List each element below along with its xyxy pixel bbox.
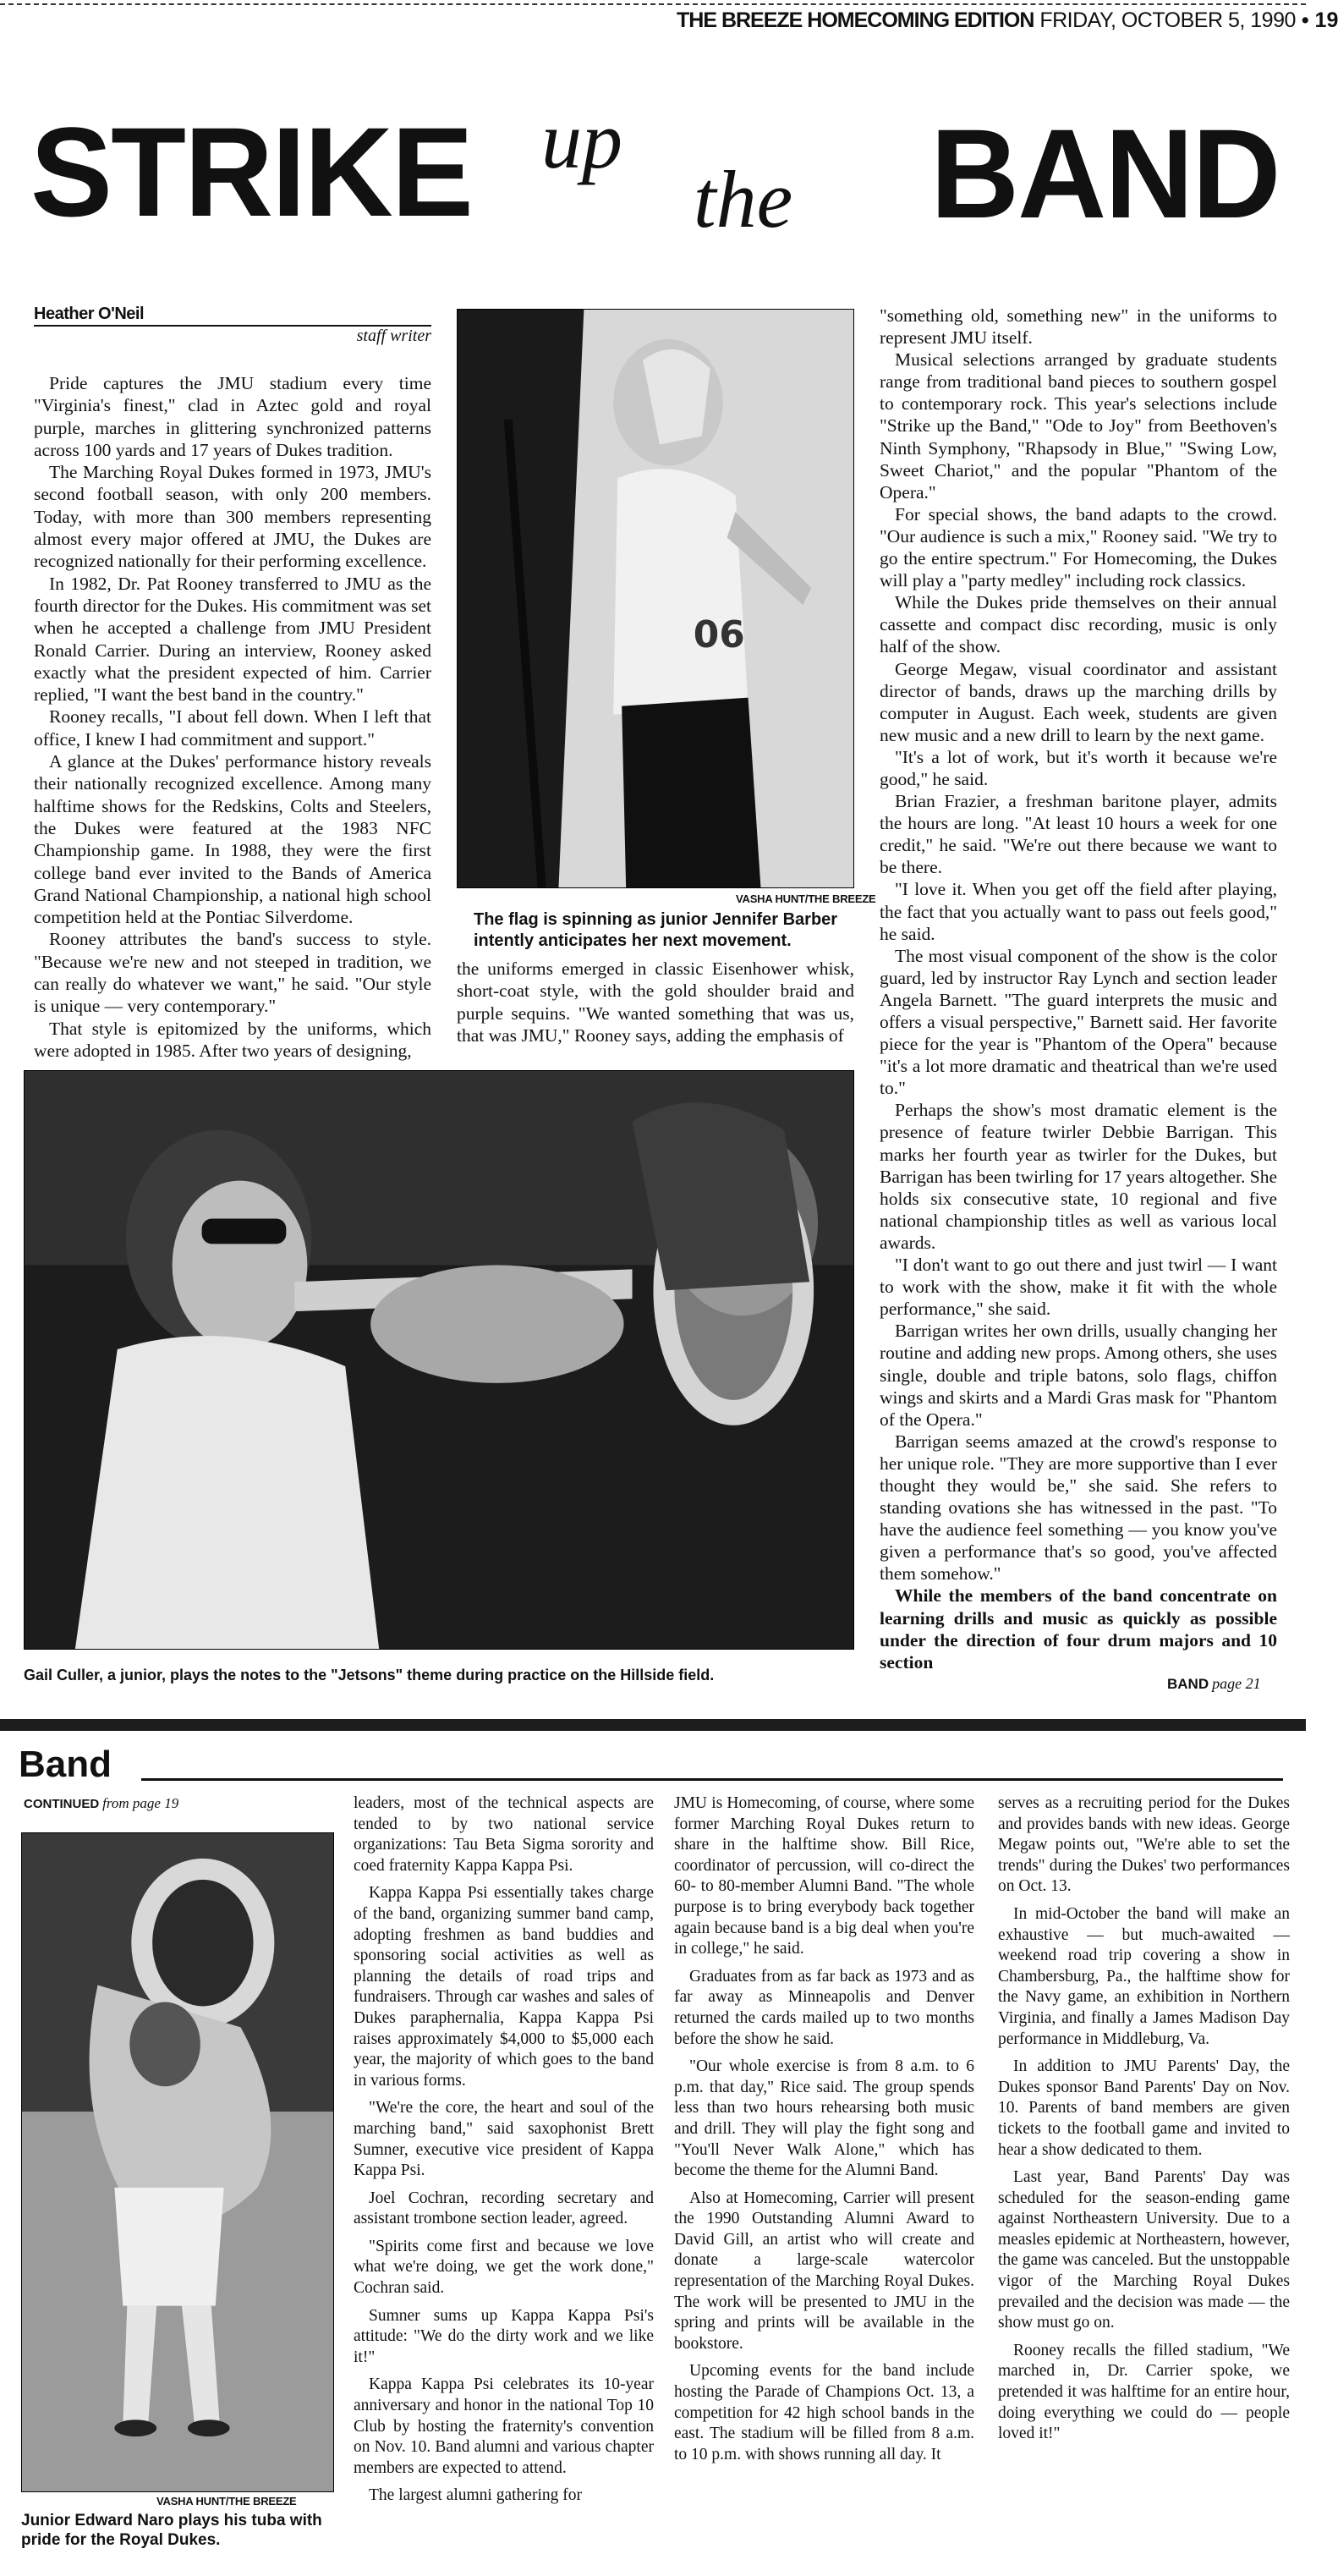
paragraph: Kappa Kappa Psi celebrates its 10-year anniversary and honor in the national Top 10 Club by hosting the fraternity's convention on Nov. 10. Band alumni and various chapter members are expected to attend.	[354, 2376, 654, 2477]
paragraph: Graduates from as far back as 1973 and as far away as Minneapolis and Denver returned the cards mailed up to two months before the show he said.	[674, 1967, 974, 2048]
photo-tuba-player	[21, 1832, 334, 2492]
headline-band: BAND	[930, 102, 1280, 244]
paragraph: "We're the core, the heart and soul of the marching band," said saxophonist Brett Sumner, executive vice president of Kappa Kappa Psi.	[354, 2099, 654, 2180]
continued-from: from page 19	[102, 1795, 179, 1811]
paragraph: "something old, something new" in the uniforms to represent JMU itself.	[880, 305, 1277, 349]
paragraph: While the Dukes pride themselves on their annual cassette and compact disc recording, music is only half of the show.	[880, 592, 1277, 657]
paragraph: "I don't want to go out there and just twirl — I want to work with the show, make it fit with the whole performance," she said.	[880, 1255, 1277, 1320]
edition-name: THE BREEZE HOMECOMING EDITION	[677, 8, 1034, 32]
paragraph: Pride captures the JMU stadium every time "Virginia's finest," clad in Aztec gold and royal purple, marches in glittering synchronized patterns across 100 yards and 17 years of Dukes tradition.	[34, 373, 431, 460]
photo1-caption: The flag is spinning as junior Jennifer Barber intently anticipates her next movement.	[474, 910, 838, 950]
article-column-3	[880, 305, 1277, 1672]
headline-up: up	[541, 95, 622, 185]
paragraph: The largest alumni gathering for	[369, 2486, 582, 2505]
bullet: •	[1301, 8, 1309, 32]
article-column-b	[674, 1793, 974, 2576]
paragraph: Last year, Band Parents' Day was scheduled for the season-ending game against Northeastern University. Due to a measles epidemic at Northeastern, however, the game was canceled. But the unstoppable vigor of the Marching Royal Dukes prevailed and the decision was made — the show must go on.	[998, 2168, 1290, 2332]
paragraph: Kappa Kappa Psi essentially takes charge of the band, organizing summer band camp, adopting freshmen as band buddies and sponsoring social activities as well as planning the details of road trips and fundraisers. Through car washes and sales of Dukes paraphernalia, Kappa Kappa Psi raises approximately $4,000 to $5,000 each year, the majority of which goes to the band in various forms.	[354, 1884, 654, 2090]
paragraph: George Megaw, visual coordinator and assistant director of bands, draws up the marching drills by computer in August. Each week, students are given new music and a new drill to learn by the next game.	[880, 658, 1277, 745]
trumpet-player-illustration	[25, 1071, 853, 1649]
headline-strike: STRIKE	[30, 101, 472, 243]
article-column-c	[998, 1793, 1290, 2576]
paragraph: Sumner sums up Kappa Kappa Psi's attitude: "We do the dirty work and we like it!"	[354, 2306, 654, 2366]
paragraph: "It's a lot of work, but it's worth it because we're good," he said.	[880, 746, 1277, 789]
paragraph: In mid-October the band will make an exhaustive — but much-awaited — weekend road trip covering a show in Chambersburg, Pa., the halftime show for the Navy game, an exhibition in Northern Virginia, and finally a James Madison Day performance in Middleburg, Va.	[998, 1904, 1290, 2048]
photo2-caption: Gail Culler, a junior, plays the notes to the "Jetsons" theme during practice on the Hillside field.	[24, 1667, 715, 1683]
byline	[34, 305, 431, 347]
paragraph: "I love it. When you get off the field after playing, the fact that you actually want to pass out feels good," he said.	[880, 879, 1277, 944]
headline	[0, 59, 1306, 288]
paragraph: Joel Cochran, recording secretary and assistant trombone section leader, agreed.	[354, 2189, 654, 2228]
article-column-1	[34, 372, 431, 1061]
article-column-2	[457, 958, 854, 1046]
paragraph: Rooney recalls, "I about fell down. When I left that office, I knew I had commitment and support."	[34, 706, 431, 750]
paragraph: "Our whole exercise is from 8 a.m. to 6 p.m. that day," Rice said. The group spends less than two hours rehearsing both music and drill. They will play the fight song and "You'll Never Walk Alone," which has become the theme for the Alumni Band.	[674, 2057, 974, 2180]
top-rule	[0, 3, 1306, 5]
paragraph: Also at Homecoming, Carrier will present the 1990 Outstanding Alumni Award to David Gill, an artist who will create and donate a large-scale watercolor representation of the Marching Royal Dukes. The work will be presented to JMU in the spring and prints will be available in the bookstore.	[674, 2189, 974, 2353]
paragraph: Barrigan writes her own drills, usually changing her routine and adding new props. Among others, she uses single, double and triple batons, solo flags, chiffon wings and skirts and a Mardi Gras mask for "Phantom of the Opera."	[880, 1321, 1277, 1430]
svg-text:06: 06	[693, 612, 745, 656]
page-divider	[0, 1719, 1306, 1731]
tuba-player-illustration	[22, 1833, 333, 2491]
page-number: 19	[1314, 8, 1338, 32]
paragraph: Barrigan seems amazed at the crowd's response to her unique role. "They are more supportive than I ever thought they would be," she said. She refers to standing ovations she has witnessed in the past. "To have the audience feel something — you know you've given a performance that's so good, you've affected them somehow."	[880, 1431, 1277, 1585]
byline-role: staff writer	[356, 327, 431, 345]
continued-line	[24, 1795, 178, 1812]
photo-trumpet-player	[24, 1070, 854, 1650]
paragraph: Musical selections arranged by graduate students range from traditional band pieces to southern gospel to contemporary rock. This year's selections include "Strike up the Band," "Ode to Joy" from Beethoven's Ninth Symphony, "Rhapsody in Blue," "Swing Low, Sweet Chariot," and the popular "Phantom of the Opera."	[880, 349, 1277, 503]
flag-twirler-illustration	[458, 310, 853, 887]
jump-label: BAND	[1167, 1676, 1209, 1692]
photo3-credit: VASHA HUNT/THE BREEZE	[156, 2495, 297, 2507]
paragraph: The most visual component of the show is the color guard, led by instructor Ray Lynch and section leader Angela Barnett. "The guard interprets the music and offers a visual perspective," Barnett said. Her favorite piece for the year is "Phantom of the Opera" because "it's a lot more dramatic and theatrical than we're used to."	[880, 945, 1277, 1099]
paragraph: Brian Frazier, a freshman baritone player, admits the hours are long. "At least 10 hours a week for one credit," he said. "We're out there because we want to be there.	[880, 791, 1277, 878]
photo1-credit: VASHA HUNT/THE BREEZE	[736, 893, 876, 905]
paragraph: In 1982, Dr. Pat Rooney transferred to JMU as the fourth director for the Dukes. His commitment was set when he accepted a challenge from JMU President Ronald Carrier. During an interview, Rooney asked exactly what the president expected of him. Carrier replied, "I want the best band in the country."	[34, 573, 431, 706]
issue-date: FRIDAY, OCTOBER 5, 1990	[1039, 8, 1296, 32]
paragraph: Rooney recalls the filled stadium, "We marched in, Dr. Carrier spoke, we pretended it was halftime for an entire hour, doing everything we could do — people loved it!"	[998, 2341, 1290, 2443]
section-title: Band	[19, 1744, 112, 1785]
paragraph: JMU is Homecoming, of course, where some former Marching Royal Dukes return to share in the halftime show. Bill Rice, coordinator of percussion, will co-direct the 60- to 80-member Alumni Band. "The whole purpose is to bring everybody back together again because band is a big deal when you're in college," he said.	[674, 1794, 974, 1958]
page-21	[0, 1731, 1306, 2576]
paragraph: That style is epitomized by the uniforms, which were adopted in 1985. After two years of designing,	[34, 1018, 431, 1061]
paragraph: "Spirits come first and because we love what we're doing, we get the work done," Cochran said.	[354, 2237, 654, 2298]
byline-name: Heather O'Neil	[34, 305, 145, 323]
paragraph: the uniforms emerged in classic Eisenhower whisk, short-coat style, with the gold shoulder braid and purple sequins. "We wanted something that was us, that was JMU," Rooney says, adding the emphasis of	[457, 958, 854, 1046]
article-column-a	[354, 1793, 654, 2576]
paragraph: While the members of the band concentrate on learning drills and music as quickly as possible under the direction of four drum majors and 10 section	[880, 1585, 1277, 1672]
photo3-caption: Junior Edward Naro plays his tuba with pride for the Royal Dukes.	[21, 2512, 322, 2549]
paragraph: For special shows, the band adapts to the crowd. "Our audience is such a mix," Rooney said. "We try to go the entire spectrum." For Homecoming, the Dukes will play a "party medley" including rock classics.	[880, 503, 1277, 591]
running-head	[677, 8, 1338, 37]
paragraph: A glance at the Dukes' performance history reveals their nationally recognized excellence. Among many halftime shows for the Redskins, Colts and Steelers, the Dukes were featured at the 1983 NFC Championship game. In 1988, they were the first college band ever invited to the Bands of America Grand National Championship, a national high school competition held at the Pontiac Silverdome.	[34, 751, 431, 928]
headline-the: the	[694, 154, 793, 244]
paragraph: leaders, most of the technical aspects are tended to by two national service organizations: Tau Beta Sigma sorority and coed fraternity Kappa Kappa Psi.	[354, 1794, 654, 1875]
paragraph: The Marching Royal Dukes formed in 1973, JMU's second football season, with only 200 members. Today, with more than 300 members representing almost every major offered at JMU, the Dukes are recognized nationally for their performing excellence.	[34, 462, 431, 572]
paragraph: Rooney attributes the band's success to style. "Because we're new and not steeped in tradition, we can really do whatever we want," he said. "Our style is unique — very contemporary."	[34, 929, 431, 1017]
section-head	[19, 1746, 1287, 1788]
section-rule	[141, 1778, 1283, 1781]
jump-line	[1167, 1675, 1261, 1693]
jump-page: page 21	[1212, 1675, 1261, 1692]
paragraph: Upcoming events for the band include hosting the Parade of Champions Oct. 13, a competition for 42 high school bands in the east. The stadium will be filled from 8 a.m. to 10 p.m. with shows running all day. It	[674, 2362, 974, 2463]
paragraph: serves as a recruiting period for the Dukes and provides bands with new ideas. George Megaw points out, "We're able to set the trends" during the Dukes' two performances on Oct. 13.	[998, 1794, 1290, 1896]
photo-flag-twirler	[457, 309, 854, 888]
continued-label: CONTINUED	[24, 1797, 100, 1811]
paragraph: Perhaps the show's most dramatic element is the presence of feature twirler Debbie Barrigan. This marks her fourth year as twirler for the Dukes, but Barrigan has been twirling for 17 years altogether. She holds six consecutive state, 10 regional and five national championship titles as well as various local awards.	[880, 1100, 1277, 1253]
paragraph: In addition to JMU Parents' Day, the Dukes sponsor Band Parents' Day on Nov. 10. Parents of band members are given tickets to the football game and invited to hear a show dedicated to them.	[998, 2057, 1290, 2159]
